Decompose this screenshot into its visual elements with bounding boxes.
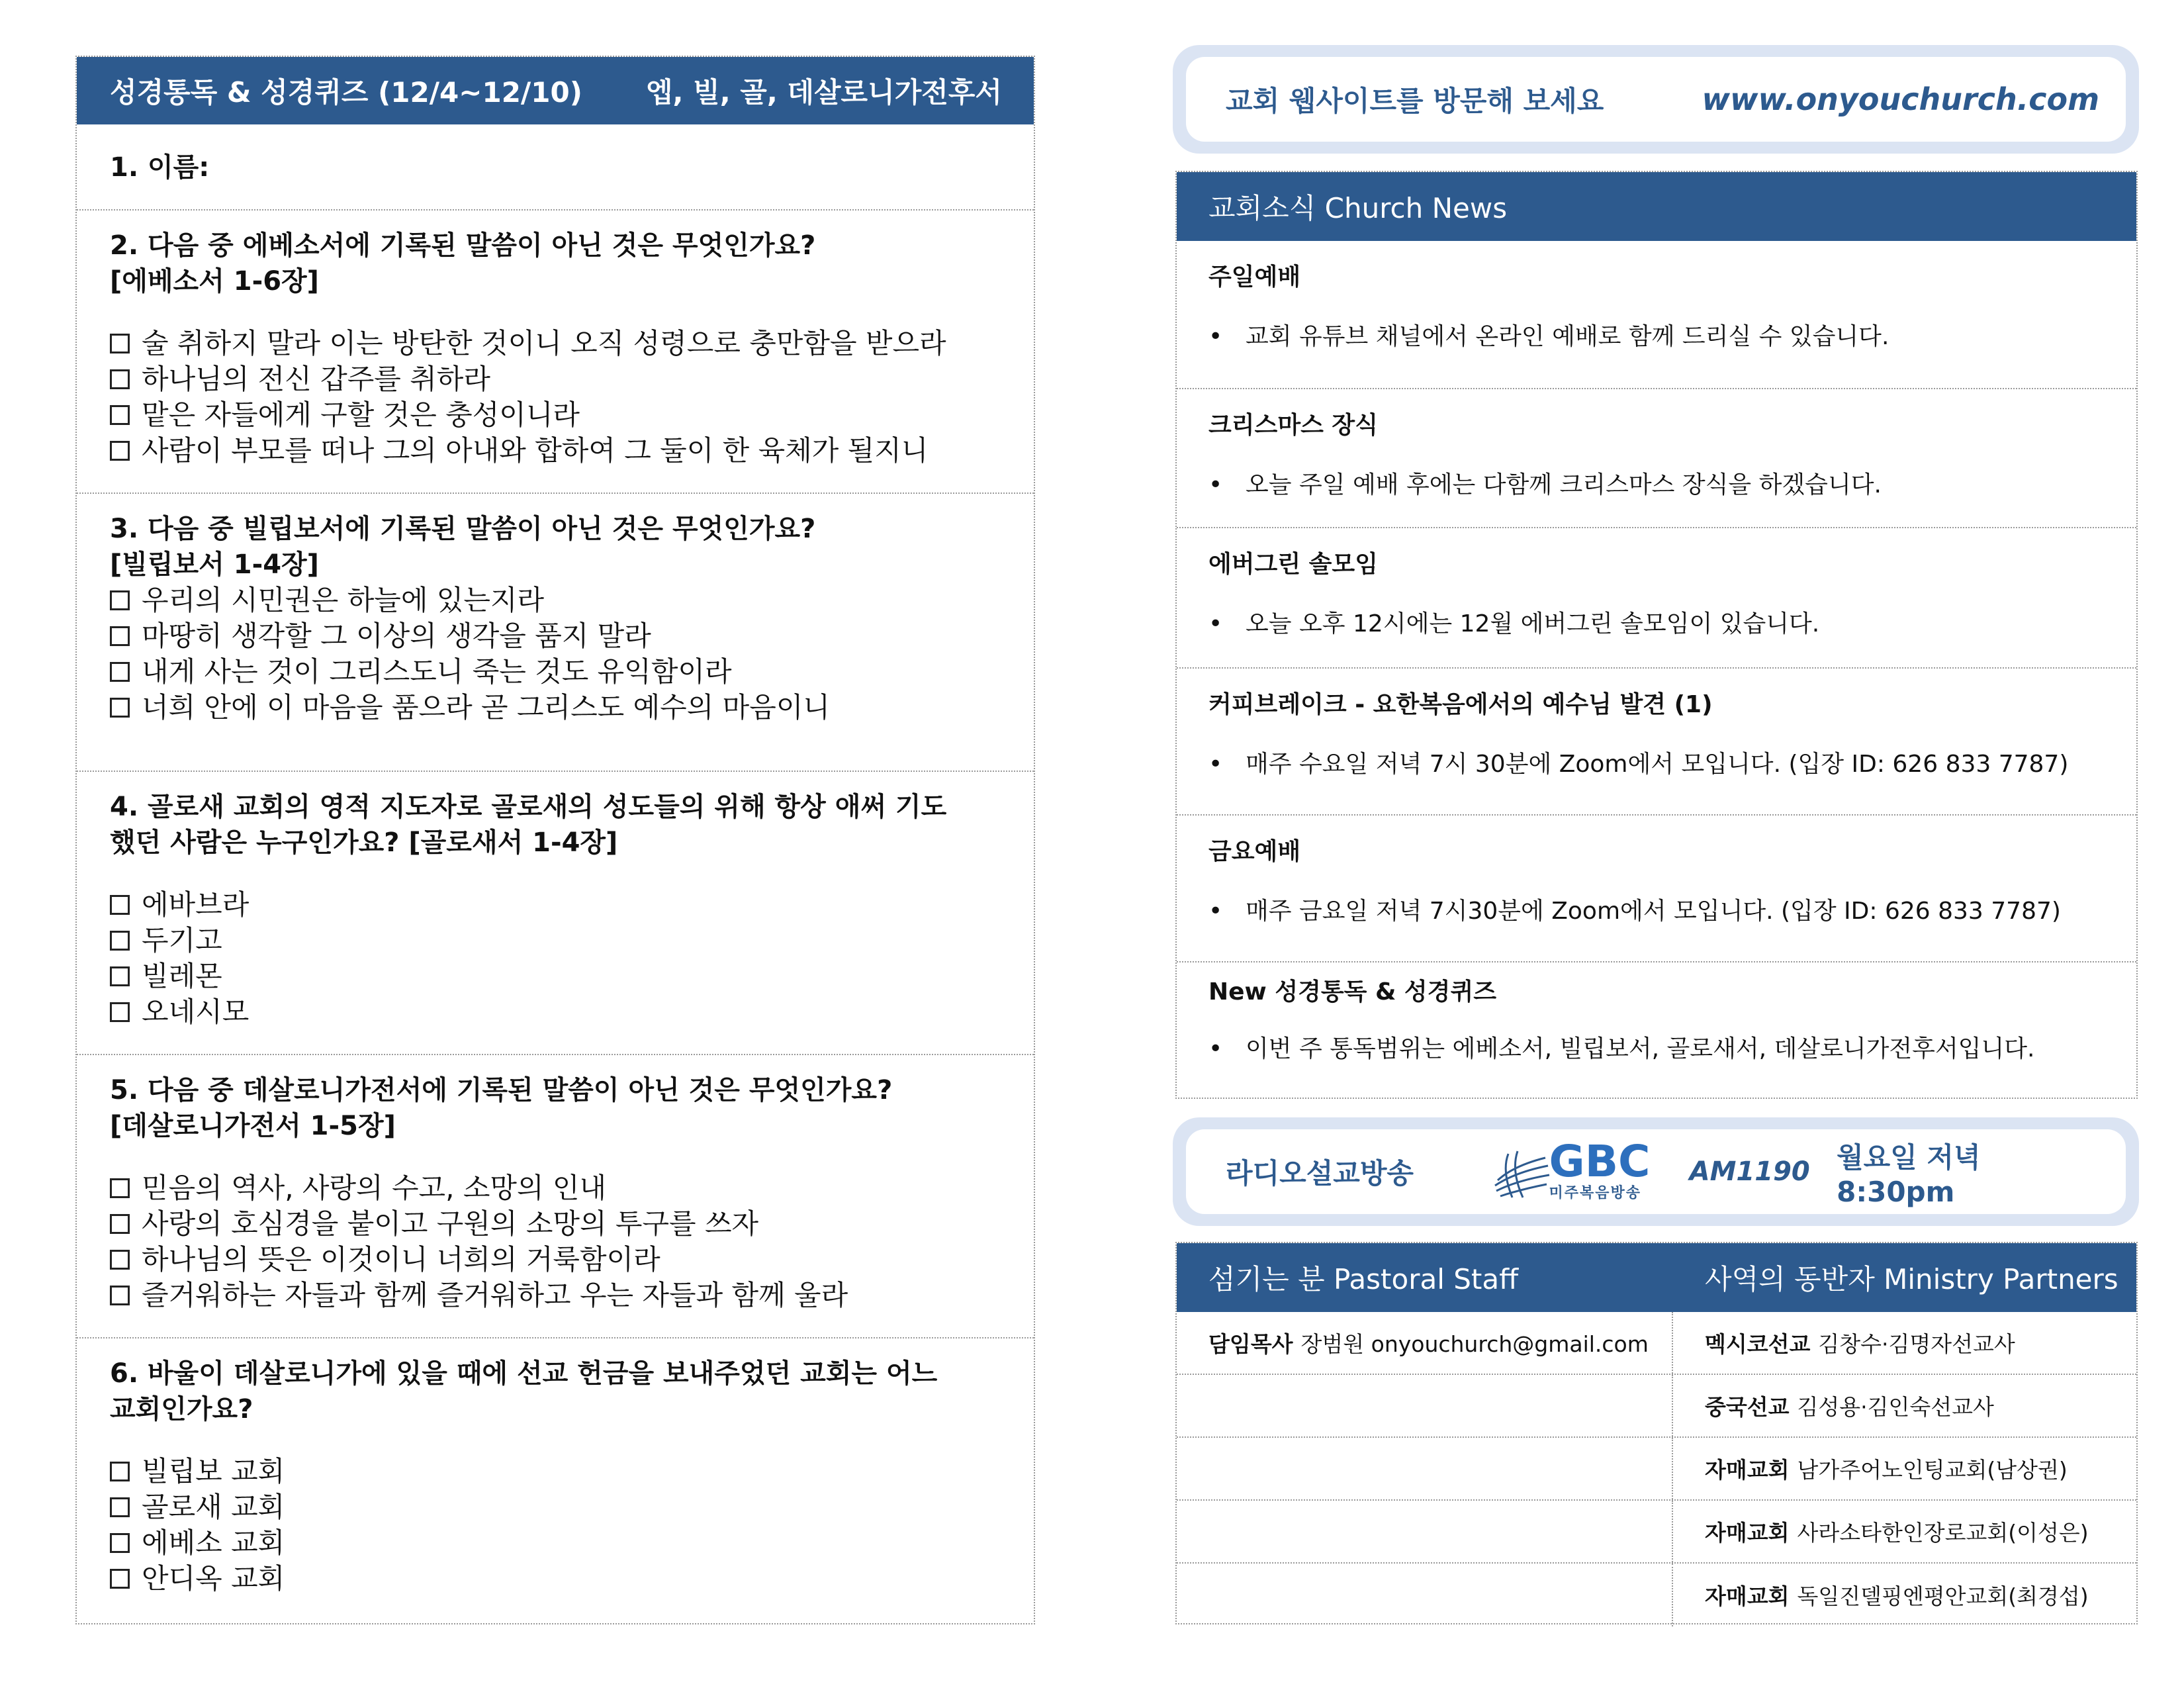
quiz-header (77, 57, 1034, 124)
option-label: 맡은 자들에게 구할 것은 충성이니라 (142, 399, 580, 431)
news-bullet (1208, 320, 2136, 353)
checkbox-icon[interactable] (110, 895, 130, 915)
checkbox-icon[interactable] (110, 1569, 130, 1589)
partner-name: 사라소타한인장로교회(이성은) (1797, 1520, 2089, 1546)
news-item-coffee-break (1177, 669, 2136, 816)
option-item[interactable] (110, 618, 1007, 654)
news-item-bible-reading (1177, 962, 2136, 1095)
table-row (1177, 1375, 2136, 1438)
quiz-header-title: 성경통독 & 성경퀴즈 (12/4~12/10) (110, 76, 582, 109)
option-label: 에베소 교회 (142, 1526, 285, 1559)
option-item[interactable] (110, 1561, 1007, 1597)
ministry-partners-header: 사역의 동반자 Ministry Partners (1705, 1263, 2118, 1295)
option-item[interactable] (110, 326, 1007, 361)
pastoral-cell (1177, 1564, 1673, 1626)
question-title: 6. 바울이 데살로니가에 있을 때에 선교 헌금을 보내주었던 교회는 어느 교회인가요? (110, 1358, 938, 1425)
checkbox-icon[interactable] (110, 1002, 130, 1022)
question-3 (77, 494, 1034, 772)
radio-banner (1173, 1117, 2139, 1226)
table-row (1177, 1564, 2136, 1626)
quiz-header-books: 엡, 빌, 골, 데살로니가전후서 (645, 76, 1002, 109)
checkbox-icon[interactable] (110, 1462, 130, 1481)
partner-cell (1673, 1438, 2136, 1499)
question-4 (77, 772, 1034, 1055)
table-row (1177, 1501, 2136, 1564)
checkbox-icon[interactable] (110, 334, 130, 353)
checkbox-icon[interactable] (110, 931, 130, 951)
option-label: 골로새 교회 (142, 1491, 285, 1523)
name-field-row[interactable] (77, 124, 1034, 211)
checkbox-icon[interactable] (110, 662, 130, 682)
news-item-evergreen (1177, 528, 2136, 669)
partner-name: 김창수·김명자선교사 (1818, 1331, 2015, 1357)
gbc-logo-text: GBC (1549, 1135, 1651, 1187)
partner-cell (1673, 1501, 2136, 1562)
radio-time: 월요일 저녁 8:30pm (1837, 1141, 1981, 1208)
option-item[interactable] (110, 433, 1007, 469)
option-label: 빌레몬 (142, 960, 222, 992)
pastoral-cell (1177, 1501, 1673, 1562)
option-item[interactable] (110, 1489, 1007, 1525)
church-news-panel (1175, 171, 2138, 1099)
website-banner-inner (1186, 57, 2126, 142)
bullet-icon: • (1208, 610, 1223, 637)
news-item-sunday-worship (1177, 241, 2136, 389)
option-item[interactable] (110, 1170, 1007, 1206)
news-text: 오늘 오후 12시에는 12월 에버그린 솔모임이 있습니다. (1246, 610, 1820, 637)
pastoral-cell (1177, 1438, 1673, 1499)
checkbox-icon[interactable] (110, 1250, 130, 1270)
checkbox-icon[interactable] (110, 966, 130, 986)
news-title: 에버그린 솔모임 (1208, 551, 1378, 578)
option-label: 내게 사는 것이 그리스도니 죽는 것도 유익함이라 (142, 655, 732, 688)
pastoral-cell (1177, 1375, 1673, 1436)
option-list (110, 326, 1007, 469)
checkbox-icon[interactable] (110, 626, 130, 646)
radio-station: AM1190 (1689, 1156, 1810, 1187)
staff-role: 담임목사 (1208, 1331, 1293, 1357)
website-banner (1173, 45, 2139, 154)
question-6 (77, 1338, 1034, 1617)
option-item[interactable] (110, 887, 1007, 923)
gbc-wordmark (1549, 1135, 1651, 1202)
website-label: 교회 웹사이트를 방문해 보세요 (1226, 85, 1604, 117)
option-list (110, 1170, 1007, 1313)
news-item-christmas-decoration (1177, 389, 2136, 528)
option-item[interactable] (110, 1278, 1007, 1313)
partner-role: 자매교회 (1705, 1583, 1790, 1609)
option-label: 오네시모 (142, 996, 250, 1028)
option-item[interactable] (110, 361, 1007, 397)
gbc-logo-subtext: 미주복음방송 (1549, 1184, 1642, 1201)
staff-table (1175, 1242, 2138, 1624)
option-list (110, 887, 1007, 1030)
church-news-header: 교회소식 Church News (1177, 172, 2136, 241)
pastoral-cell (1177, 1312, 1673, 1374)
option-label: 에바브라 (142, 888, 250, 921)
option-label: 하나님의 전신 갑주를 취하라 (142, 363, 490, 395)
checkbox-icon[interactable] (110, 590, 130, 610)
partner-name: 남가주어노인팅교회(남상권) (1797, 1457, 2068, 1483)
option-item[interactable] (110, 1206, 1007, 1242)
gbc-logo (1488, 1135, 1680, 1202)
checkbox-icon[interactable] (110, 1286, 130, 1305)
news-item-friday-worship (1177, 816, 2136, 962)
option-item[interactable] (110, 959, 1007, 994)
option-item[interactable] (110, 1454, 1007, 1489)
checkbox-icon[interactable] (110, 1214, 130, 1234)
option-label: 빌립보 교회 (142, 1455, 285, 1487)
option-label: 우리의 시민권은 하늘에 있는지라 (142, 584, 545, 616)
checkbox-icon[interactable] (110, 441, 130, 461)
question-title: 2. 다음 중 에베소서에 기록된 말씀이 아닌 것은 무엇인가요? [에베소서 1-6장] (110, 230, 816, 297)
staff-name: 장범원 onyouchurch@gmail.com (1300, 1331, 1649, 1357)
news-bullet (1208, 748, 2136, 781)
partner-cell (1673, 1375, 2136, 1436)
name-label: 1. 이름: (110, 152, 210, 183)
bullet-icon: • (1208, 1035, 1223, 1062)
partner-cell (1673, 1312, 2136, 1374)
news-text: 이번 주 통독범위는 에베소서, 빌립보서, 골로새서, 데살로니가전후서입니다. (1246, 1035, 2035, 1062)
staff-table-header (1177, 1243, 2136, 1312)
option-item[interactable] (110, 690, 1007, 726)
option-label: 두기고 (142, 924, 222, 957)
bullet-icon: • (1208, 323, 1223, 350)
question-title: 5. 다음 중 데살로니가전서에 기록된 말씀이 아닌 것은 무엇인가요? [데살로니가전서 1-5장] (110, 1075, 893, 1141)
table-row (1177, 1312, 2136, 1375)
news-bullet (1208, 608, 2136, 641)
checkbox-icon[interactable] (110, 405, 130, 425)
table-row (1177, 1438, 2136, 1501)
checkbox-icon[interactable] (110, 1178, 130, 1198)
news-bullet (1208, 895, 2136, 928)
option-item[interactable] (110, 1242, 1007, 1278)
option-label: 사랑의 호심경을 붙이고 구원의 소망의 투구를 쓰자 (142, 1207, 759, 1240)
checkbox-icon[interactable] (110, 698, 130, 718)
option-label: 믿음의 역사, 사랑의 수고, 소망의 인내 (142, 1172, 607, 1204)
partner-name: 독일진델핑엔평안교회(최경섭) (1797, 1583, 2089, 1609)
option-label: 안디옥 교회 (142, 1562, 285, 1595)
question-5 (77, 1055, 1034, 1338)
website-link[interactable]: www.onyouchurch.com (1702, 81, 2099, 117)
news-bullet (1208, 1033, 2136, 1066)
bullet-icon: • (1208, 751, 1223, 778)
option-label: 너희 안에 이 마음을 품으라 곧 그리스도 예수의 마음이니 (142, 691, 830, 724)
news-text: 교회 유튜브 채널에서 온라인 예배로 함께 드리실 수 있습니다. (1246, 323, 1889, 350)
globe-icon (1488, 1142, 1555, 1201)
pastoral-staff-header: 섬기는 분 Pastoral Staff (1208, 1263, 1519, 1295)
checkbox-icon[interactable] (110, 1497, 130, 1517)
news-title: 커피브레이크 - 요한복음에서의 예수님 발견 (1) (1208, 691, 1713, 718)
option-label: 술 취하지 말라 이는 방탄한 것이니 오직 성령으로 충만함을 받으라 (142, 327, 946, 359)
option-item[interactable] (110, 654, 1007, 690)
option-label: 즐거워하는 자들과 함께 즐거워하고 우는 자들과 함께 울라 (142, 1279, 848, 1311)
checkbox-icon[interactable] (110, 1533, 130, 1553)
question-2 (77, 211, 1034, 494)
option-item[interactable] (110, 994, 1007, 1030)
option-item[interactable] (110, 923, 1007, 959)
option-label: 마땅히 생각할 그 이상의 생각을 품지 말라 (142, 620, 651, 652)
question-title: 3. 다음 중 빌립보서에 기록된 말씀이 아닌 것은 무엇인가요? [빌립보서 1-4장] (110, 514, 816, 580)
partner-cell (1673, 1564, 2136, 1626)
radio-label: 라디오설교방송 (1226, 1157, 1414, 1190)
radio-banner-inner (1186, 1129, 2126, 1214)
question-title: 4. 골로새 교회의 영적 지도자로 골로새의 성도들의 위해 항상 애써 기도 했던 사람은 누구인가요? [골로새서 1-4장] (110, 792, 947, 858)
option-item[interactable] (110, 1525, 1007, 1561)
checkbox-icon[interactable] (110, 369, 130, 389)
news-text: 매주 금요일 저녁 7시30분에 Zoom에서 모입니다. (입장 ID: 626 833 7787) (1246, 898, 2061, 925)
option-list (110, 1454, 1007, 1597)
option-item[interactable] (110, 397, 1007, 433)
news-title: New 성경통독 & 성경퀴즈 (1208, 978, 1497, 1006)
news-text: 오늘 주일 예배 후에는 다함께 크리스마스 장식을 하겠습니다. (1246, 471, 1882, 498)
option-item[interactable] (110, 583, 1007, 618)
partner-role: 중국선교 (1705, 1394, 1790, 1420)
option-label: 사람이 부모를 떠나 그의 아내와 합하여 그 둘이 한 육체가 될지니 (142, 434, 929, 467)
option-label: 하나님의 뜻은 이것이니 너희의 거룩함이라 (142, 1243, 660, 1276)
partner-role: 멕시코선교 (1705, 1331, 1811, 1357)
news-title: 주일예배 (1208, 263, 1301, 291)
partner-role: 자매교회 (1705, 1520, 1790, 1546)
bible-quiz-panel (75, 56, 1035, 1624)
news-title: 크리스마스 장식 (1208, 412, 1378, 439)
bullet-icon: • (1208, 898, 1223, 925)
news-text: 매주 수요일 저녁 7시 30분에 Zoom에서 모입니다. (입장 ID: 626 833 7787) (1246, 751, 2069, 778)
bullet-icon: • (1208, 471, 1223, 498)
news-bullet (1208, 469, 2136, 502)
partner-name: 김성용·김인숙선교사 (1797, 1394, 1994, 1420)
news-title: 금요예배 (1208, 838, 1301, 865)
option-list (110, 583, 1007, 726)
partner-role: 자매교회 (1705, 1457, 1790, 1483)
